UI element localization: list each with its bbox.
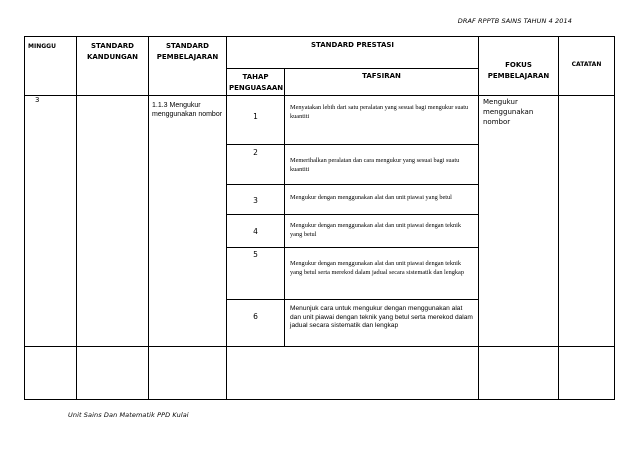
minggu-cell bbox=[25, 96, 77, 347]
minggu-header: MINGGU bbox=[28, 43, 56, 50]
standard-prestasi-header: STANDARD PRESTASI bbox=[310, 41, 395, 49]
tafsiran-header: TAFSIRAN bbox=[362, 72, 401, 80]
empty-cell-catatan bbox=[559, 347, 615, 400]
tafsiran-4-text: Mengukur dengan menggunakan alat dan unit piawai dengan teknik yang betul bbox=[290, 222, 462, 238]
tafsiran-1-cell bbox=[285, 96, 479, 145]
tahap-1-cell bbox=[227, 96, 285, 145]
tahap-4-cell bbox=[227, 215, 285, 248]
tahap-6-number: 6 bbox=[253, 312, 258, 321]
empty-cell-minggu bbox=[25, 347, 77, 400]
tahap-4-number: 4 bbox=[253, 227, 258, 236]
empty-cell-pembelajaran bbox=[149, 347, 227, 400]
tafsiran-3-text: Mengukur dengan menggunakan alat dan unit piawai yang betul bbox=[290, 194, 452, 201]
tahap-1-number: 1 bbox=[253, 112, 258, 121]
tahap-header-cell bbox=[227, 69, 285, 96]
tahap-5-number: 5 bbox=[253, 250, 258, 259]
empty-cell-prestasi bbox=[227, 347, 479, 400]
empty-cell-fokus bbox=[479, 347, 559, 400]
catatan-header: CATATAN bbox=[571, 61, 602, 68]
tahap-2-number: 2 bbox=[253, 148, 258, 157]
catatan-cell bbox=[559, 96, 615, 347]
standard-prestasi-header-cell bbox=[227, 37, 479, 69]
standard-pembelajaran-cell bbox=[149, 96, 227, 347]
fokus-cell bbox=[479, 96, 559, 347]
tahap-3-cell bbox=[227, 185, 285, 215]
standard-kandungan-header-cell bbox=[77, 37, 149, 96]
minggu-header-cell bbox=[25, 37, 77, 96]
footer-note: Unit Sains Dan Matematik PPD Kulai bbox=[68, 411, 189, 419]
tafsiran-header-cell bbox=[285, 69, 479, 96]
tafsiran-5-text: Mengukur dengan menggunakan alat dan unit piawai dengan teknik yang betul serta merekod dalam jadual secara sistematik dan lengkap bbox=[290, 260, 464, 276]
tahap-5-cell bbox=[227, 248, 285, 300]
tafsiran-3-cell bbox=[285, 185, 479, 215]
minggu-value: 3 bbox=[35, 96, 40, 104]
fokus-header-cell bbox=[479, 37, 559, 96]
tahap-2-cell bbox=[227, 145, 285, 185]
fokus-pembelajaran-header: FOKUS PEMBELAJARAN bbox=[487, 61, 550, 80]
standard-pembelajaran-value: 1.1.3 Mengukur menggunakan nombor bbox=[152, 102, 223, 118]
catatan-header-cell bbox=[559, 37, 615, 96]
tahap-penguasaan-header: TAHAP PENGUASAAN bbox=[229, 73, 284, 92]
tafsiran-6-text: Menunjuk cara untuk mengukur dengan menggunakan alat dan unit piawai dengan teknik yang betul serta merekod dalam jadual secara sistematik dan lengkap bbox=[290, 305, 473, 329]
tafsiran-6-cell bbox=[285, 300, 479, 347]
rpt-table bbox=[24, 36, 615, 400]
tafsiran-1-text: Menyatakan lebih dari satu peralatan yang sesuai bagi mengukur suatu kuantiti bbox=[290, 104, 469, 120]
empty-cell-kandungan bbox=[77, 347, 149, 400]
standard-pembelajaran-header: STANDARD PEMBELAJARAN bbox=[156, 42, 219, 61]
header-note: DRAF RPPTB SAINS TAHUN 4 2014 bbox=[457, 17, 572, 25]
fokus-pembelajaran-value: Mengukur menggunakan nombor bbox=[483, 98, 534, 126]
standard-kandungan-cell bbox=[77, 96, 149, 347]
tafsiran-5-cell bbox=[285, 248, 479, 300]
standard-pembelajaran-header-cell bbox=[149, 37, 227, 96]
tafsiran-4-cell bbox=[285, 215, 479, 248]
tafsiran-2-text: Memerihalkan peralatan dan cara mengukur yang sesuai bagi suatu kuantiti bbox=[290, 157, 460, 173]
standard-kandungan-header: STANDARD KANDUNGAN bbox=[86, 42, 139, 61]
tafsiran-2-cell bbox=[285, 145, 479, 185]
tahap-3-number: 3 bbox=[253, 196, 258, 205]
tahap-6-cell bbox=[227, 300, 285, 347]
